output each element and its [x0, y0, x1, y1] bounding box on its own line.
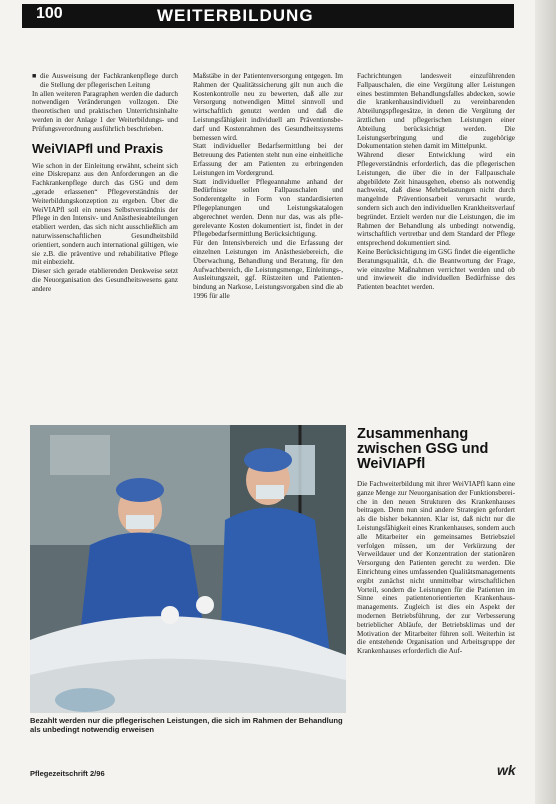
bullet-icon: ■	[32, 72, 37, 80]
list-item: ■ die Ausweisung der Fachkrankenpflege durch die Stellung der pflegerischen Leitung	[32, 72, 178, 89]
publisher-logo: wk	[497, 762, 516, 778]
column-1	[32, 72, 178, 294]
subheading: WeiVIAPfl und Praxis	[32, 140, 164, 156]
paragraph: Maßstäbe in der Patientenversorgung entgegen. Im Rahmen der Qualitätssicherung gilt nun auch die Kostenkontrolle neu zu bewerten, daß alle zur Versorgung notwendigen Mittel sinnvoll und wirtschaftlich genutzt werden und daß die Leistungsfähigkeit individuell am Präventionsbedarf und Kostenrahmen des Gesundheitssystems bemessen wird.	[193, 72, 343, 142]
paragraph: Für den Intensivbereich und die Erfassung der einzelnen Leistungen im Anästhesiebereich, die Überwachung, Behandlung und Beratung, für den Aufwachbereich, die Leistungsmenge, Einleitungs-, Ausleitungszeit, ggf. Rüstzeiten und Patientenbindung an Narkose, Leistungsvorgaben sind die ab 1996 für alle	[193, 239, 343, 300]
section-title: WEITERBILDUNG	[157, 6, 314, 25]
paragraph: Keine Berücksichtigung im GSG findet die eigentliche Beratungsqualität, d.h. die Beantwortung der Frage, wie einzelne Maßnahmen verrichtet werden und ob und inwieweit die individuellen Bedürfnisse des Patienten beachtet werden.	[357, 247, 515, 292]
paragraph: Statt individueller Bedarfsermittlung bei der Betreuung des Patienten steht nun eine einheitliche Erfassung der am Patienten zu erbringenden Leistungen im Vordergrund.	[193, 142, 343, 177]
photo-illustration	[30, 425, 346, 713]
page-number: 100	[36, 5, 63, 22]
paragraph: Wie schon in der Einleitung erwähnt, scheint sich eine Diskrepanz aus den Anforderungen an die Fachkrankenpflege durch das GSG und dem „gerade erlassenen“ Pflegeverständnis der Weiterbildungskonzeption zu ergeben. Über die WeiVIAPfl soll ein neues Selbstverständnis der Pflege in den Intensiv- und Anästhesieabteilungen etabliert werden, das sich nicht ausschließlich am naturwissenschaftlichen Gesundheitsbild orientiert, sondern auch international gültigen, wie sie z.B. die präventive und rehabilitative Pflege mit einbezieht.	[32, 161, 178, 267]
paragraph: Die Fachweiterbildung mit ihrer WeiVIAPfl kann eine ganze Menge zur Neuorganisation der Funktionsbereiche in den neuen Strukturen des Krankenhauses beitragen. Denn nun sind andere Strategien gefordert als die bisher bekannten. Klar ist, daß nicht nur die Leistungsfähigkeit eines Krankenhauses, sondern auch alle Mitarbeiter ein gemeinsames Betriebsziel verfolgen müssen, um der Verkürzung der Verweildauer und der Konzentration der stationären Versorgung den Patienten gerecht zu werden. Die Einrichtung eines umfassenden Qualitätsmanagements ergibt zunächst nicht unmittelbar wirtschaftlichen Vorteil, sondern die Leistungen für die Patienten im Sinne eines patientenorientierten Krankenhausmanagements. Zugleich ist dies ein Aspekt der modernen Betriebsführung, der zur Verbesserung betrieblicher Abläufe, der Betriebsklimas und der Motivation der Mitarbeiter führen soll. Weiterhin ist die entstehende Organisation und Arbeitsgruppe der Krankenhauses erforderlich die Auf-	[357, 480, 515, 656]
journal-footer: Pflegezeitschrift 2/96	[30, 769, 105, 778]
paragraph: Während dieser Entwicklung wird ein Pflegeverständnis erforderlich, das die pflegerischen Leistungen, die über die in der Fallpauschale abgebildete Zeit hinausgehen, ebenso als notwendig nachweist, daß diese Mehrbelastungen nicht durch mangelnde Präventionsarbeit verursacht wurde, sondern sich auch den individuellen Krankheitsverlauf begründet. Erzielt werden nur die Leistungen, die im Rahmen der Behandlung als unbedingt notwendig, wirtschaftlich vertretbar und dem Standard der Pflege entsprechend dokumentiert sind.	[357, 151, 515, 248]
paragraph: In allen weiteren Paragraphen werden die dadurch notwendigen Veränderungen vollzogen. Die theoretischen und praktischen Unterrichtsinhalte werden in der Anlage 1 der Weiterbildungs- und Prüfungsverordnung ausführlich beschrieben.	[32, 89, 178, 133]
page-header	[22, 4, 514, 28]
paragraph: Fachrichtungen landesweit einzuführenden Fallpauschalen, die eine Vergütung aller Leistungen eines bestimmten Behandlungsfalles abdecken, sowie die krankenhausindividuell zu vereinbarenden Abteilungspflegesätze, in denen die Vergütung der ärztlichen und pflegerischen Leistungen einer Abteilung berücksichtigt werden. Die Leistungserbringung und die zugehörige Dokumentation stehen damit im Mittelpunkt.	[357, 72, 515, 151]
column-3	[357, 72, 515, 292]
column-2	[193, 72, 343, 301]
photo-icu-care	[30, 425, 346, 713]
paragraph: Dieser sich gerade etablierenden Denkweise setzt die Neuorganisation des Gesundheitswesens ganz andere	[32, 267, 178, 293]
photo-caption: Bezahlt werden nur die pflegerischen Leistungen, die sich im Rahmen der Behandlung als unbedingt notwendig erweisen	[30, 716, 343, 734]
section-heading: Zusammenhang zwischen GSG und WeiVIAPfl	[357, 426, 489, 472]
page-edge	[535, 0, 556, 804]
column-3-lower	[357, 480, 515, 656]
paragraph: Statt individueller Pflegeannahme anhand der Bedürfnisse sollen Fallpauschalen und Sonderentgelte in Form von standardisierten Pflegeplanungen und Leistungskatalogen abgerechnet werden. Denn nur das, was als pflegerelevante Kosten dokumentiert ist, findet in der Pflegebedarfsermittlung Berücksichtigung.	[193, 177, 343, 239]
